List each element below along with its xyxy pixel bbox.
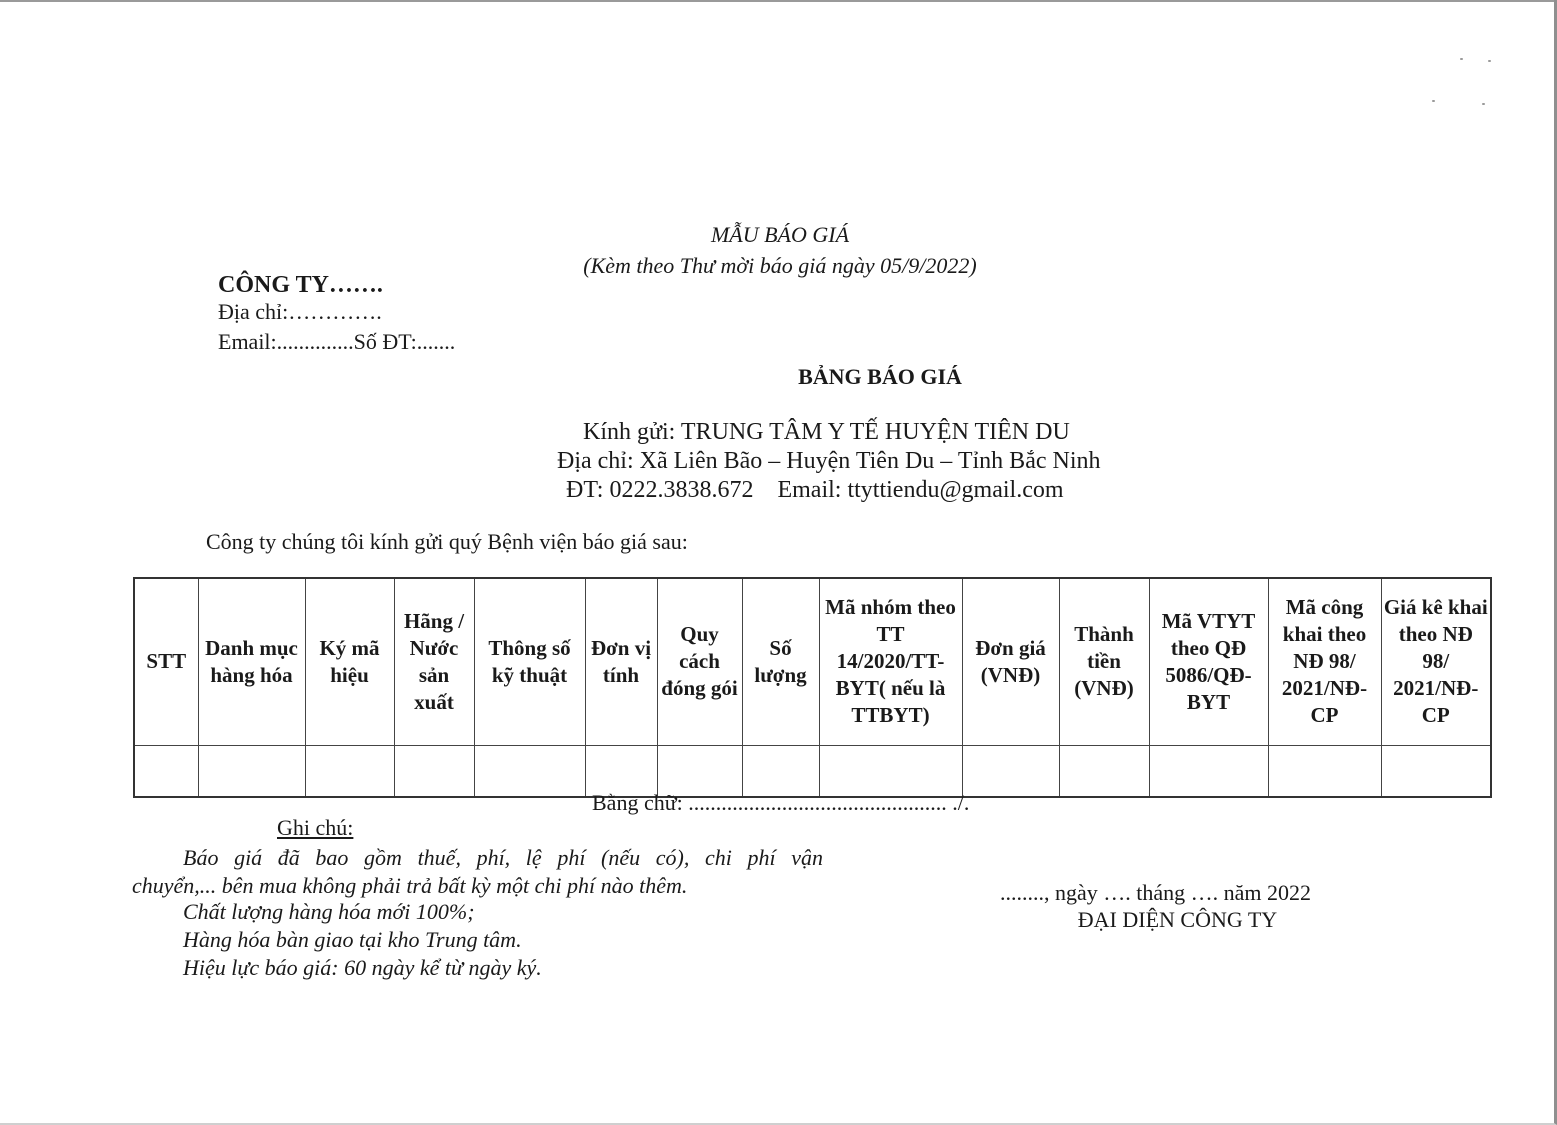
page-top-edge bbox=[0, 0, 1557, 4]
column-header: Quy cách đóng gói bbox=[657, 578, 742, 745]
signature-title: ĐẠI DIỆN CÔNG TY bbox=[1077, 907, 1278, 932]
recipient-address: Địa chỉ: Xã Liên Bão – Huyện Tiên Du – Tỉnh Bắc Ninh bbox=[557, 448, 1101, 474]
amount-in-words: Bằng chữ: ............................................... ./. bbox=[592, 790, 970, 815]
quote-table bbox=[133, 577, 1492, 798]
column-header: Thông số kỹ thuật bbox=[474, 578, 585, 745]
form-title: MẪU BÁO GIÁ bbox=[710, 222, 850, 247]
scan-speck bbox=[1460, 58, 1463, 60]
column-header: Mã VTYT theo QĐ 5086/QĐ-BYT bbox=[1149, 578, 1268, 745]
table-cell bbox=[962, 745, 1059, 797]
table-cell bbox=[1268, 745, 1381, 797]
table-cell bbox=[305, 745, 394, 797]
column-header: Hãng / Nước sản xuất bbox=[394, 578, 474, 745]
recipient-email: Email: ttyttiendu@gmail.com bbox=[777, 477, 1064, 503]
table-cell bbox=[134, 745, 198, 797]
document-title: BẢNG BÁO GIÁ bbox=[798, 364, 962, 389]
scan-speck bbox=[1482, 103, 1485, 105]
notes-heading: Ghi chú: bbox=[277, 815, 354, 840]
column-header: Đơn vị tính bbox=[585, 578, 657, 745]
note-line: Hàng hóa bàn giao tại kho Trung tâm. bbox=[183, 927, 522, 952]
column-header: Danh mục hàng hóa bbox=[198, 578, 305, 745]
scan-speck bbox=[1432, 100, 1435, 102]
signature-date: ........, ngày …. tháng …. năm 2022 bbox=[1000, 880, 1312, 905]
recipient-contact bbox=[566, 477, 1064, 504]
note-line: Báo giá đã bao gồm thuế, phí, lệ phí (nếu có), chi phí vận bbox=[183, 845, 823, 870]
column-header: Ký mã hiệu bbox=[305, 578, 394, 745]
intro-text: Công ty chúng tôi kính gửi quý Bệnh viện báo giá sau: bbox=[206, 529, 688, 554]
table-cell bbox=[1381, 745, 1491, 797]
column-header: Mã nhóm theo TT 14/2020/TT-BYT( nếu là TTBYT) bbox=[819, 578, 962, 745]
table-cell bbox=[474, 745, 585, 797]
recipient-phone: ĐT: 0222.3838.672 bbox=[566, 477, 754, 503]
scan-speck bbox=[1488, 60, 1491, 62]
column-header: Số lượng bbox=[742, 578, 819, 745]
recipient-line: Kính gửi: TRUNG TÂM Y TẾ HUYỆN TIÊN DU bbox=[583, 419, 1070, 445]
column-header: STT bbox=[134, 578, 198, 745]
note-line: chuyển,... bên mua không phải trả bất kỳ một chi phí nào thêm. bbox=[132, 873, 688, 898]
column-header: Mã công khai theo NĐ 98/ 2021/NĐ-CP bbox=[1268, 578, 1381, 745]
table-cell bbox=[198, 745, 305, 797]
note-line: Chất lượng hàng hóa mới 100%; bbox=[183, 899, 475, 924]
note-line: Hiệu lực báo giá: 60 ngày kể từ ngày ký. bbox=[183, 955, 542, 980]
company-name: CÔNG TY……. bbox=[218, 272, 383, 298]
table-cell bbox=[1149, 745, 1268, 797]
table-header-row bbox=[134, 578, 1491, 745]
form-subtitle: (Kèm theo Thư mời báo giá ngày 05/9/2022) bbox=[583, 253, 977, 278]
company-address: Địa chỉ:…………. bbox=[218, 299, 382, 324]
column-header: Đơn giá (VNĐ) bbox=[962, 578, 1059, 745]
table-cell bbox=[394, 745, 474, 797]
column-header: Thành tiền (VNĐ) bbox=[1059, 578, 1149, 745]
column-header: Giá kê khai theo NĐ 98/ 2021/NĐ-CP bbox=[1381, 578, 1491, 745]
table-cell bbox=[1059, 745, 1149, 797]
company-contact: Email:..............Số ĐT:....... bbox=[218, 329, 456, 354]
